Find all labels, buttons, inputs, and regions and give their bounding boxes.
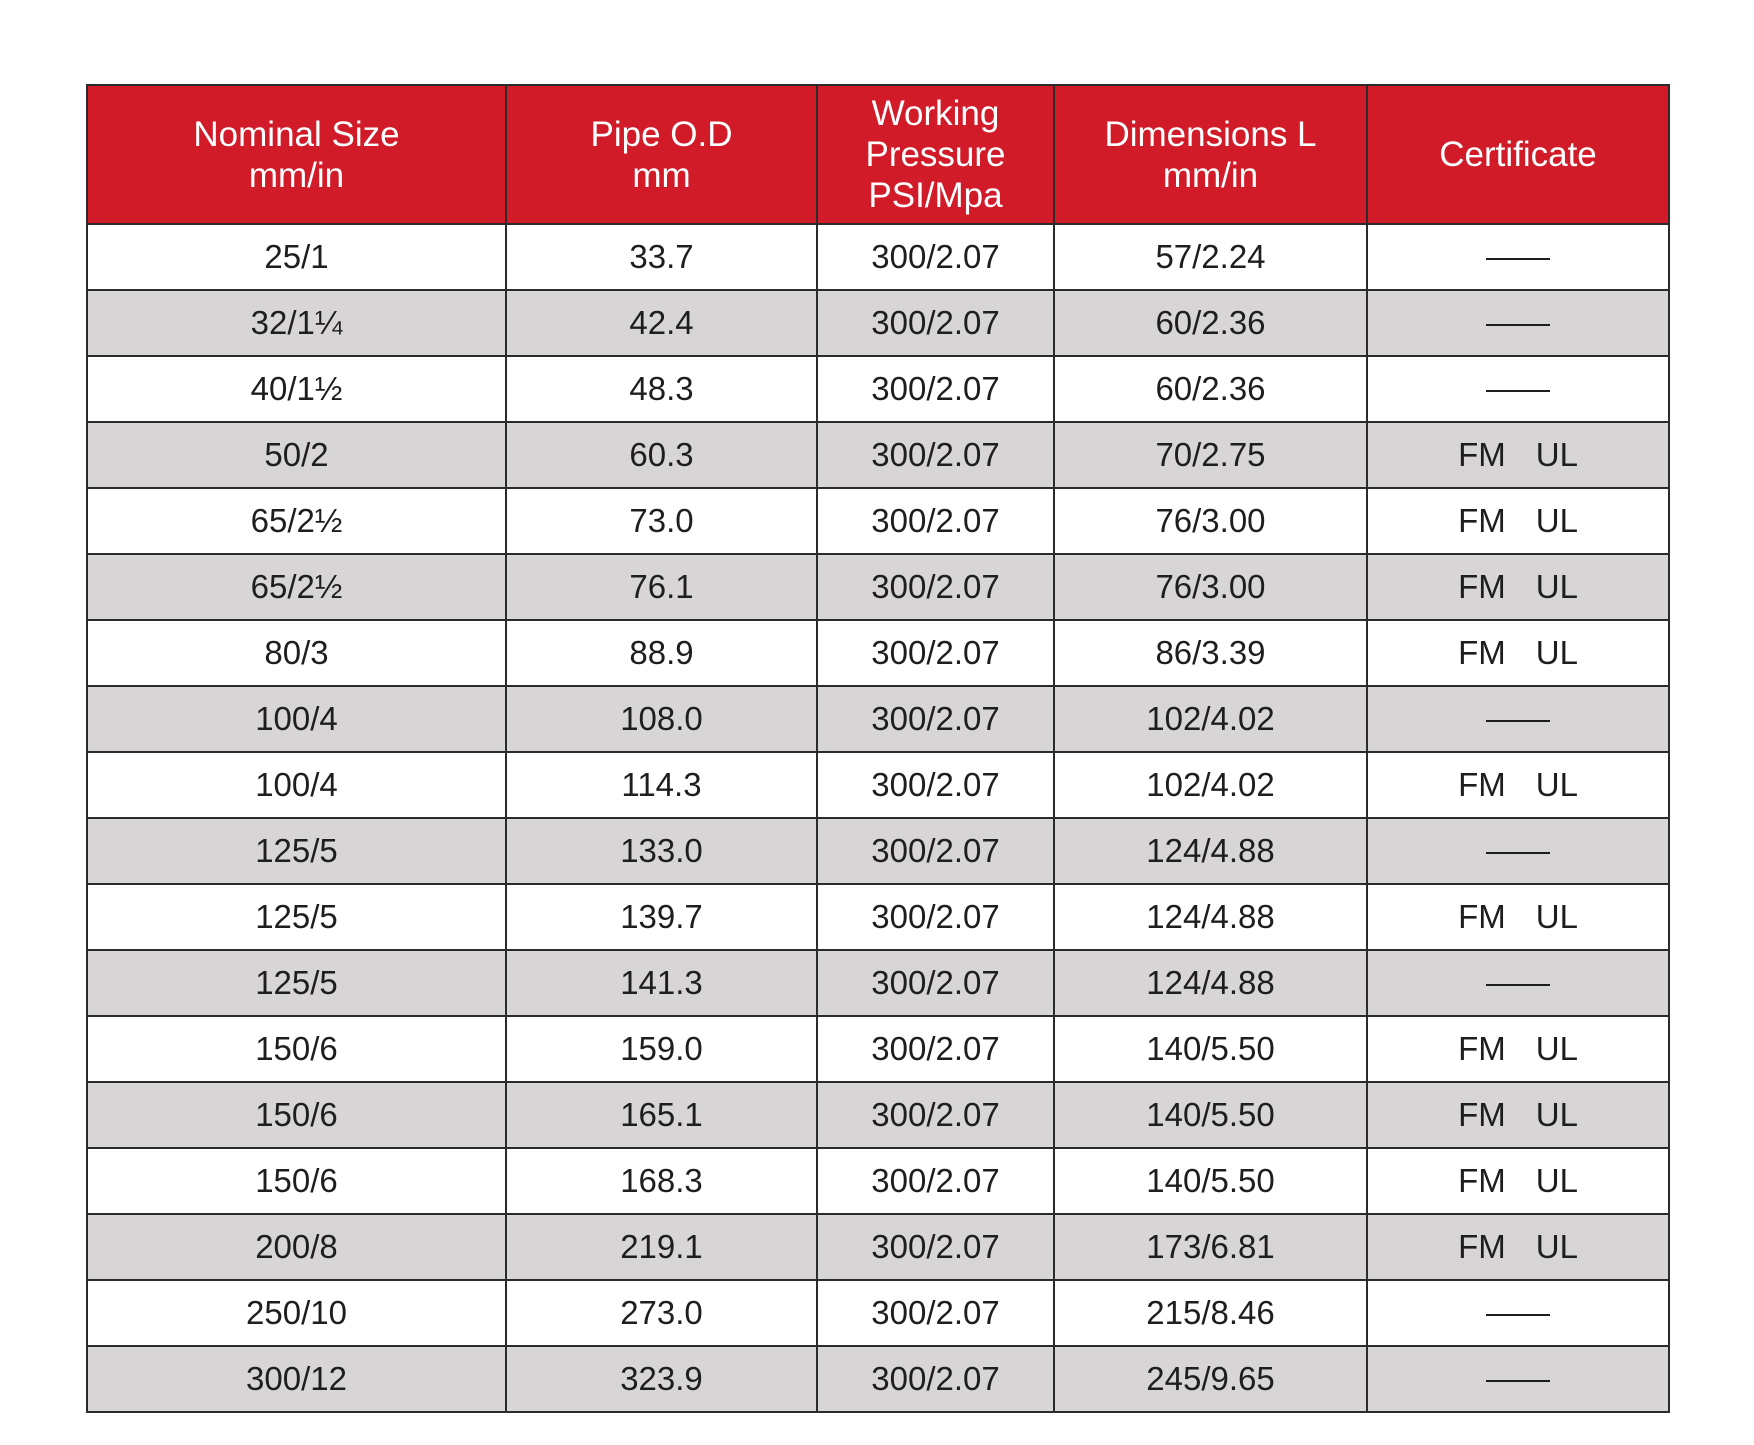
no-certificate-dash — [1486, 324, 1550, 326]
pipe-od-cell: 42.4 — [506, 290, 817, 356]
certificate-cell — [1367, 290, 1669, 356]
dimensions-cell: 76/3.00 — [1054, 488, 1367, 554]
pipe-od-cell: 114.3 — [506, 752, 817, 818]
dimensions-cell: 173/6.81 — [1054, 1214, 1367, 1280]
header-line: Dimensions L — [1104, 114, 1317, 154]
nominal-size-cell: 125/5 — [87, 884, 506, 950]
certificate-badge: FM — [1458, 1162, 1506, 1199]
certificate-badge: FM — [1458, 898, 1506, 935]
pipe-od-cell: 139.7 — [506, 884, 817, 950]
table-row — [87, 356, 1669, 422]
no-certificate-dash — [1486, 1314, 1550, 1316]
working-pressure-cell: 300/2.07 — [817, 290, 1054, 356]
certificate-badge: UL — [1535, 1096, 1578, 1133]
dimensions-cell: 60/2.36 — [1054, 356, 1367, 422]
certificate-cell — [1367, 1016, 1669, 1082]
nominal-size-cell: 65/2½ — [87, 488, 506, 554]
working-pressure-cell: 300/2.07 — [817, 356, 1054, 422]
pipe-od-cell: 159.0 — [506, 1016, 817, 1082]
header-line: Pressure — [865, 135, 1006, 174]
pipe-od-cell: 60.3 — [506, 422, 817, 488]
pipe-od-cell: 165.1 — [506, 1082, 817, 1148]
table-row — [87, 1280, 1669, 1346]
no-certificate-dash — [1486, 984, 1550, 986]
certificate-cell — [1367, 1346, 1669, 1412]
table-row — [87, 290, 1669, 356]
nominal-size-cell: 300/12 — [87, 1346, 506, 1412]
pipe-od-cell: 168.3 — [506, 1148, 817, 1214]
dimensions-cell: 76/3.00 — [1054, 554, 1367, 620]
certificate-cell — [1367, 422, 1669, 488]
table-row — [87, 884, 1669, 950]
header-line: Nominal Size — [193, 114, 400, 154]
nominal-size-cell: 100/4 — [87, 686, 506, 752]
working-pressure-cell: 300/2.07 — [817, 818, 1054, 884]
pipe-od-cell: 219.1 — [506, 1214, 817, 1280]
no-certificate-dash — [1486, 720, 1550, 722]
table-row — [87, 1148, 1669, 1214]
nominal-size-cell: 50/2 — [87, 422, 506, 488]
table-row — [87, 554, 1669, 620]
nominal-size-cell: 250/10 — [87, 1280, 506, 1346]
table-body — [87, 224, 1669, 1412]
working-pressure-cell: 300/2.07 — [817, 422, 1054, 488]
certificate-badge: UL — [1535, 634, 1578, 671]
certificate-badge: FM — [1458, 766, 1506, 803]
nominal-size-cell: 150/6 — [87, 1082, 506, 1148]
dimensions-cell: 124/4.88 — [1054, 884, 1367, 950]
certificate-badge: FM — [1458, 436, 1506, 473]
header-certificate — [1367, 85, 1669, 224]
table-row — [87, 1214, 1669, 1280]
certificate-cell — [1367, 752, 1669, 818]
certificate-cell — [1367, 224, 1669, 290]
no-certificate-dash — [1486, 852, 1550, 854]
certificate-badge: UL — [1535, 1162, 1578, 1199]
nominal-size-cell: 100/4 — [87, 752, 506, 818]
pipe-od-cell: 141.3 — [506, 950, 817, 1016]
pipe-od-cell: 88.9 — [506, 620, 817, 686]
certificate-cell — [1367, 950, 1669, 1016]
table-row — [87, 488, 1669, 554]
header-line: Working — [871, 94, 1000, 133]
table-row — [87, 1346, 1669, 1412]
certificate-badge: FM — [1458, 1030, 1506, 1067]
certificate-cell — [1367, 686, 1669, 752]
header-line: mm — [632, 155, 691, 195]
header-dimensions — [1054, 85, 1367, 224]
dimensions-cell: 102/4.02 — [1054, 686, 1367, 752]
working-pressure-cell: 300/2.07 — [817, 1148, 1054, 1214]
working-pressure-cell: 300/2.07 — [817, 686, 1054, 752]
header-line: mm/in — [248, 155, 345, 195]
nominal-size-cell: 150/6 — [87, 1148, 506, 1214]
no-certificate-dash — [1486, 390, 1550, 392]
header-line: mm/in — [1162, 155, 1259, 195]
working-pressure-cell: 300/2.07 — [817, 488, 1054, 554]
header-line: Certificate — [1439, 135, 1597, 174]
table-row — [87, 686, 1669, 752]
table-row — [87, 224, 1669, 290]
dimensions-cell: 215/8.46 — [1054, 1280, 1367, 1346]
dimensions-cell: 124/4.88 — [1054, 818, 1367, 884]
nominal-size-cell: 80/3 — [87, 620, 506, 686]
working-pressure-cell: 300/2.07 — [817, 1346, 1054, 1412]
certificate-badge: UL — [1535, 898, 1578, 935]
table-row — [87, 422, 1669, 488]
pipe-od-cell: 73.0 — [506, 488, 817, 554]
certificate-cell — [1367, 818, 1669, 884]
working-pressure-cell: 300/2.07 — [817, 1280, 1054, 1346]
header-line: PSI/Mpa — [868, 176, 1003, 215]
nominal-size-cell: 150/6 — [87, 1016, 506, 1082]
certificate-badge: UL — [1535, 502, 1578, 539]
working-pressure-cell: 300/2.07 — [817, 752, 1054, 818]
certificate-badge: UL — [1535, 766, 1578, 803]
working-pressure-cell: 300/2.07 — [817, 950, 1054, 1016]
pipe-od-cell: 76.1 — [506, 554, 817, 620]
certificate-cell — [1367, 554, 1669, 620]
dimensions-cell: 124/4.88 — [1054, 950, 1367, 1016]
table-row — [87, 752, 1669, 818]
dimensions-cell: 140/5.50 — [1054, 1148, 1367, 1214]
nominal-size-cell: 125/5 — [87, 950, 506, 1016]
working-pressure-cell: 300/2.07 — [817, 620, 1054, 686]
table-row — [87, 1082, 1669, 1148]
certificate-badge: FM — [1458, 1096, 1506, 1133]
certificate-badge: FM — [1458, 634, 1506, 671]
pipe-od-cell: 33.7 — [506, 224, 817, 290]
certificate-cell — [1367, 356, 1669, 422]
pipe-od-cell: 323.9 — [506, 1346, 817, 1412]
table-row — [87, 950, 1669, 1016]
table-row — [87, 1016, 1669, 1082]
certificate-cell — [1367, 620, 1669, 686]
working-pressure-cell: 300/2.07 — [817, 224, 1054, 290]
working-pressure-cell: 300/2.07 — [817, 1016, 1054, 1082]
certificate-badge: UL — [1535, 1030, 1578, 1067]
certificate-cell — [1367, 488, 1669, 554]
table-row — [87, 818, 1669, 884]
pipe-od-cell: 108.0 — [506, 686, 817, 752]
working-pressure-cell: 300/2.07 — [817, 1082, 1054, 1148]
nominal-size-cell: 125/5 — [87, 818, 506, 884]
nominal-size-cell: 200/8 — [87, 1214, 506, 1280]
certificate-cell — [1367, 1280, 1669, 1346]
header-nominal-size — [87, 85, 506, 224]
dimensions-cell: 60/2.36 — [1054, 290, 1367, 356]
certificate-cell — [1367, 884, 1669, 950]
working-pressure-cell: 300/2.07 — [817, 554, 1054, 620]
header-pipe-od — [506, 85, 817, 224]
certificate-cell — [1367, 1082, 1669, 1148]
working-pressure-cell: 300/2.07 — [817, 1214, 1054, 1280]
nominal-size-cell: 32/1¼ — [87, 290, 506, 356]
no-certificate-dash — [1486, 1380, 1550, 1382]
certificate-badge: UL — [1535, 1228, 1578, 1265]
working-pressure-cell: 300/2.07 — [817, 884, 1054, 950]
pipe-od-cell: 273.0 — [506, 1280, 817, 1346]
table-header — [87, 85, 1669, 224]
dimensions-cell: 245/9.65 — [1054, 1346, 1367, 1412]
certificate-cell — [1367, 1148, 1669, 1214]
dimensions-cell: 70/2.75 — [1054, 422, 1367, 488]
nominal-size-cell: 25/1 — [87, 224, 506, 290]
certificate-cell — [1367, 1214, 1669, 1280]
header-line: Pipe O.D — [590, 114, 733, 154]
table-row — [87, 620, 1669, 686]
pipe-od-cell: 48.3 — [506, 356, 817, 422]
certificate-badge: FM — [1458, 502, 1506, 539]
no-certificate-dash — [1486, 258, 1550, 260]
certificate-badge: FM — [1458, 1228, 1506, 1265]
nominal-size-cell: 65/2½ — [87, 554, 506, 620]
certificate-badge: UL — [1535, 568, 1578, 605]
header-working-pressure — [817, 85, 1054, 224]
dimensions-cell: 140/5.50 — [1054, 1016, 1367, 1082]
pipe-od-cell: 133.0 — [506, 818, 817, 884]
dimensions-cell: 140/5.50 — [1054, 1082, 1367, 1148]
dimensions-cell: 86/3.39 — [1054, 620, 1367, 686]
header-row — [87, 85, 1669, 224]
certificate-badge: UL — [1535, 436, 1578, 473]
pipe-spec-table — [86, 84, 1670, 1413]
certificate-badge: FM — [1458, 568, 1506, 605]
dimensions-cell: 102/4.02 — [1054, 752, 1367, 818]
nominal-size-cell: 40/1½ — [87, 356, 506, 422]
dimensions-cell: 57/2.24 — [1054, 224, 1367, 290]
